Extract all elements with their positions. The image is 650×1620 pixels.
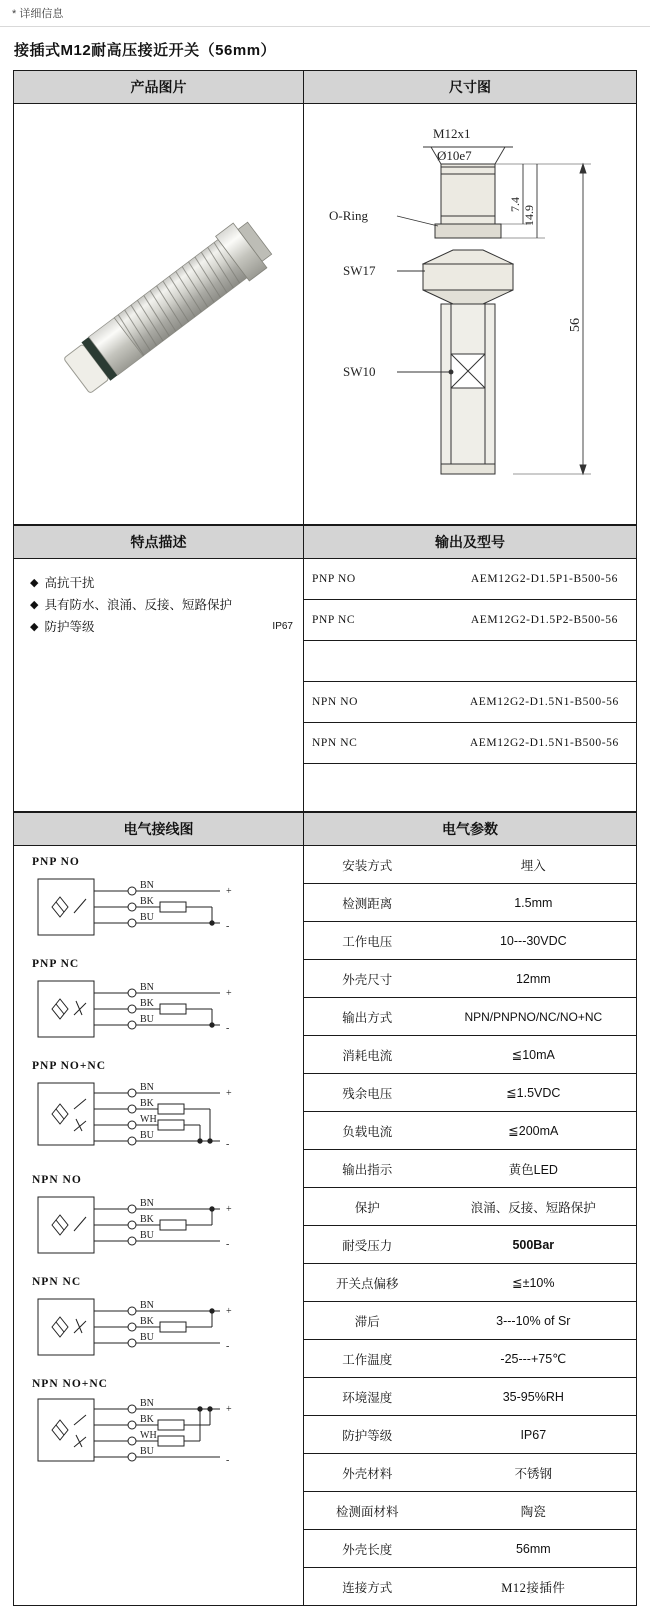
diamond-bullet-icon: ◆ [30, 577, 39, 589]
model-code: AEM12G2-D1.5P1-B500-56 [453, 559, 636, 600]
wiring-header: 电气接线图 [14, 813, 304, 846]
dim-sw17-label: SW17 [343, 263, 376, 278]
wiring-title: NPN NC [32, 1276, 82, 1288]
table-row [304, 960, 636, 998]
param-value: 35-95%RH [431, 1378, 636, 1416]
param-value: 500Bar [431, 1226, 636, 1264]
param-value: 不锈钢 [431, 1454, 636, 1492]
dim-oring-label: O-Ring [329, 208, 368, 223]
table-row [304, 1416, 636, 1454]
param-value: 黄色LED [431, 1150, 636, 1188]
wire-label: BK [140, 998, 154, 1009]
wiring-block [24, 1276, 303, 1372]
param-key: 输出方式 [304, 998, 431, 1036]
page-footer-spacer [0, 1606, 650, 1620]
parameter-table [304, 846, 636, 1605]
wire-label: BU [140, 1332, 154, 1343]
param-key: 残余电压 [304, 1074, 431, 1112]
dim-56-label: 56 [568, 318, 583, 332]
parameter-table-cell [304, 846, 637, 1606]
polarity-minus: - [226, 1239, 230, 1250]
param-value: 埋入 [431, 846, 636, 884]
model-table-cell [304, 559, 637, 812]
polarity-plus: + [226, 988, 232, 999]
feature-text: 具有防水、浪涌、反接、短路保护 [44, 598, 232, 612]
topbar-note: * 详细信息 [12, 8, 64, 20]
table-row [304, 1226, 636, 1264]
feature-text: 高抗干扰 [44, 576, 95, 590]
table-row [304, 884, 636, 922]
wiring-diagram-npn-no [24, 1187, 292, 1265]
photo-header: 产品图片 [14, 71, 304, 104]
wiring-title: PNP NO [32, 856, 80, 868]
wiring-block [24, 1174, 303, 1270]
polarity-minus: - [226, 1341, 230, 1352]
list-item [30, 617, 293, 637]
page-title: 接插式M12耐高压接近开关（56mm） [14, 42, 277, 59]
feature-text-sub: IP67 [272, 621, 293, 632]
wiring-diagram-npn-no-nc [24, 1391, 292, 1477]
polarity-minus: - [226, 1455, 230, 1466]
wire-label: BK [140, 896, 154, 907]
wiring-diagram-pnp-no [24, 869, 292, 947]
dimension-drawing [305, 104, 635, 519]
table-row [304, 1454, 636, 1492]
model-code [453, 764, 636, 805]
wire-label: BK [140, 1316, 154, 1327]
polarity-minus: - [226, 1023, 230, 1034]
param-value: ≦200mA [431, 1112, 636, 1150]
photo-dimension-table [13, 70, 637, 525]
feature-header: 特点描述 [14, 526, 304, 559]
wire-label: BU [140, 912, 154, 923]
param-value: 3---10% of Sr [431, 1302, 636, 1340]
polarity-plus: + [226, 886, 232, 897]
wire-label: BK [140, 1414, 154, 1425]
wire-label: BN [140, 1082, 154, 1093]
table-row [304, 1036, 636, 1074]
table-row [304, 600, 636, 641]
table-row [304, 1150, 636, 1188]
param-value: 56mm [431, 1530, 636, 1568]
param-value: IP67 [431, 1416, 636, 1454]
param-key: 开关点偏移 [304, 1264, 431, 1302]
param-value: ≦10mA [431, 1036, 636, 1074]
table-row [304, 682, 636, 723]
wiring-block [24, 958, 303, 1054]
wire-label: BN [140, 982, 154, 993]
param-key: 负载电流 [304, 1112, 431, 1150]
wiring-title: NPN NO+NC [32, 1378, 108, 1390]
model-table [304, 559, 636, 804]
product-photo [16, 104, 301, 519]
table-row [304, 1340, 636, 1378]
model-name: NPN NO [304, 682, 453, 723]
table-row [304, 723, 636, 764]
feature-model-table [13, 525, 637, 812]
param-key: 工作电压 [304, 922, 431, 960]
wire-label: BU [140, 1446, 154, 1457]
wiring-block [24, 856, 303, 952]
table-row [304, 1378, 636, 1416]
table-row [304, 1568, 636, 1606]
wire-label: BN [140, 1198, 154, 1209]
wiring-title: NPN NO [32, 1174, 82, 1186]
polarity-plus: + [226, 1306, 232, 1317]
wiring-diagram-pnp-no-nc [24, 1073, 292, 1163]
model-code [453, 641, 636, 682]
table-row [304, 1264, 636, 1302]
param-value: -25---+75℃ [431, 1340, 636, 1378]
wire-label: BN [140, 1398, 154, 1409]
wiring-title: PNP NO+NC [32, 1060, 107, 1072]
diamond-bullet-icon: ◆ [30, 599, 39, 611]
feature-text: 防护等级 [44, 620, 95, 634]
feature-list-cell [14, 559, 304, 812]
wire-label: BU [140, 1230, 154, 1241]
wiring-title: PNP NC [32, 958, 80, 970]
wiring-diagram-cell [14, 846, 304, 1606]
param-value: 10---30VDC [431, 922, 636, 960]
diamond-bullet-icon: ◆ [30, 621, 39, 633]
param-value: ≦1.5VDC [431, 1074, 636, 1112]
param-key: 外壳材料 [304, 1454, 431, 1492]
param-key: 耐受压力 [304, 1226, 431, 1264]
param-key: 输出指示 [304, 1150, 431, 1188]
feature-list [30, 573, 293, 637]
table-row [304, 1112, 636, 1150]
table-row [304, 764, 636, 805]
table-row [304, 1530, 636, 1568]
table-row [304, 1302, 636, 1340]
param-key: 滞后 [304, 1302, 431, 1340]
wire-label: BK [140, 1214, 154, 1225]
param-value: NPN/PNPNO/NC/NO+NC [431, 998, 636, 1036]
polarity-minus: - [226, 1139, 230, 1150]
param-key: 工作温度 [304, 1340, 431, 1378]
param-key: 保护 [304, 1188, 431, 1226]
table-row [304, 641, 636, 682]
table-row [304, 1074, 636, 1112]
polarity-plus: + [226, 1088, 232, 1099]
model-code: AEM12G2-D1.5P2-B500-56 [453, 600, 636, 641]
wire-label: BN [140, 1300, 154, 1311]
model-name: NPN NC [304, 723, 453, 764]
table-row [304, 922, 636, 960]
dim-diameter-label: Ø10e7 [437, 148, 472, 163]
param-value: ≦±10% [431, 1264, 636, 1302]
param-key: 检测距离 [304, 884, 431, 922]
model-name: PNP NC [304, 600, 453, 641]
model-code: AEM12G2-D1.5N1-B500-56 [453, 682, 636, 723]
table-row [304, 1188, 636, 1226]
topbar [0, 0, 650, 27]
dim-thread-label: M12x1 [433, 126, 471, 141]
model-name [304, 764, 453, 805]
table-row [304, 1492, 636, 1530]
polarity-plus: + [226, 1204, 232, 1215]
wire-label: WH [140, 1114, 157, 1125]
parameter-header: 电气参数 [304, 813, 637, 846]
wire-label: WH [140, 1430, 157, 1441]
polarity-minus: - [226, 921, 230, 932]
wire-label: BK [140, 1098, 154, 1109]
param-key: 连接方式 [342, 1580, 393, 1595]
wiring-parameter-table [13, 812, 637, 1606]
dim-sw10-label: SW10 [343, 364, 376, 379]
param-key: 环境湿度 [304, 1378, 431, 1416]
param-key: 外壳长度 [304, 1530, 431, 1568]
wiring-block [24, 1060, 303, 1168]
wiring-block [24, 1378, 303, 1482]
polarity-plus: + [226, 1404, 232, 1415]
dimension-drawing-cell [304, 104, 637, 525]
wire-label: BN [140, 880, 154, 891]
param-key: 防护等级 [304, 1416, 431, 1454]
dimension-header: 尺寸图 [304, 71, 637, 104]
product-photo-cell [14, 104, 304, 525]
dim-149-label: 14.9 [522, 205, 536, 226]
table-row [304, 559, 636, 600]
param-value: 12mm [431, 960, 636, 998]
table-row [304, 846, 636, 884]
param-value: 浪涌、反接、短路保护 [431, 1188, 636, 1226]
param-value: 1.5mm [431, 884, 636, 922]
list-item [30, 595, 293, 615]
model-header: 输出及型号 [304, 526, 637, 559]
wire-label: BU [140, 1130, 154, 1141]
wiring-diagram-pnp-nc [24, 971, 292, 1049]
param-key: 检测面材料 [304, 1492, 431, 1530]
param-key: 外壳尺寸 [304, 960, 431, 998]
param-value: 陶瓷 [431, 1492, 636, 1530]
param-value: M12接插件 [501, 1580, 566, 1595]
wiring-diagram-npn-nc [24, 1289, 292, 1367]
model-code: AEM12G2-D1.5N1-B500-56 [453, 723, 636, 764]
param-key: 消耗电流 [304, 1036, 431, 1074]
model-name [304, 641, 453, 682]
dim-74-label: 7.4 [508, 197, 522, 212]
list-item [30, 573, 293, 593]
wire-label: BU [140, 1014, 154, 1025]
param-key: 安装方式 [304, 846, 431, 884]
table-row [304, 998, 636, 1036]
model-name: PNP NO [304, 559, 453, 600]
